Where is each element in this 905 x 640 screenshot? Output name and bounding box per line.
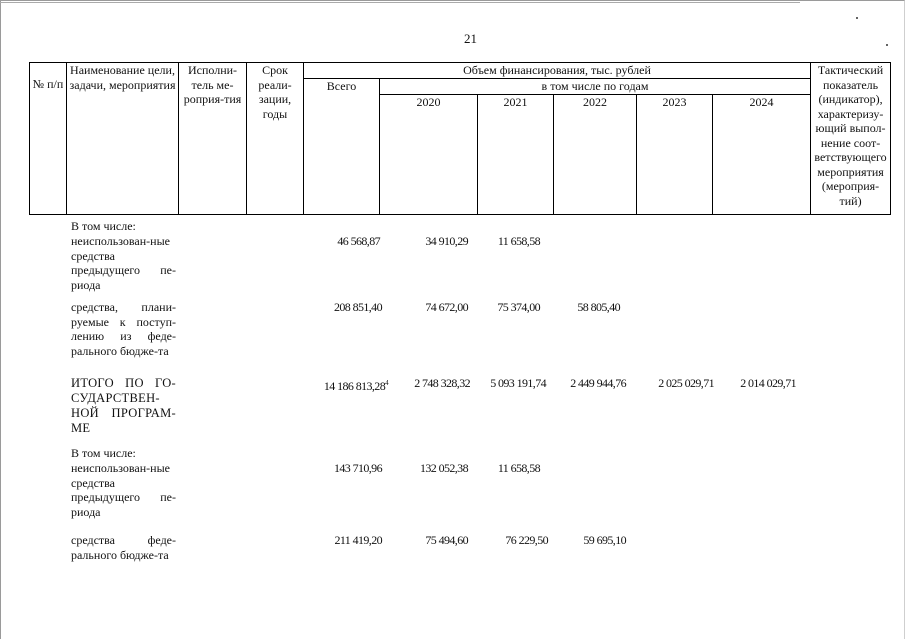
row-2021: 5 093 191,74 [490,376,546,390]
row-2020: 74 672,00 [425,300,468,314]
row-2021: 11 658,58 [497,461,540,475]
header-by-years-cell [380,79,811,95]
header-total: Всего [326,79,357,93]
row-2023: 2 025 029,71 [658,376,714,390]
row-2020: 75 494,60 [425,533,468,547]
row-2021: 76 229,50 [505,533,548,547]
row-2024: 2 014 029,71 [740,376,796,390]
row-2021: 75 374,00 [497,300,540,314]
header-year: 2021 [503,95,528,109]
header-year-cell [478,95,554,215]
row-label: В том числе: [71,219,136,233]
row-2022: 59 695,10 [583,533,626,547]
row-total-footnote-mark: 4 [385,379,388,387]
row-label: В том числе: [71,446,136,460]
top-edge-line [0,2,800,3]
row-label: неиспользован-ные средства предыдущего пе-риода [71,461,176,519]
header-indicator: Тактический показатель (индикатор), характеризу-ющий выпол-нение соот-ветствующего мероприятия (мероприя-тий) [814,63,887,208]
header-name: Наименование цели, задачи, мероприятия [69,63,176,92]
header-year-cell [713,95,811,215]
page-number: 21 [464,31,477,46]
header-name-cell [67,63,179,215]
row-label: средства феде-рального бюдже-та [71,533,176,562]
header-year-cell [554,95,637,215]
row-2022: 58 805,40 [577,300,620,314]
scan-speck [856,17,858,19]
row-total-value: 14 186 813,28 [323,379,386,393]
header-exec: Исполни-тель ме-роприя-тия [183,63,242,106]
row-total: 46 568,87 [337,234,380,248]
row-label: средства, плани-руемые к поступ-лению из феде-рального бюдже-та [71,300,176,358]
header-exec-cell [179,63,247,215]
row-total: 208 851,40 [333,300,382,314]
header-num-cell [30,63,67,215]
row-total [318,376,388,394]
scan-speck [886,44,888,46]
row-2021: 11 658,58 [497,234,540,248]
header-year: 2024 [749,95,774,109]
header-total-cell [304,79,380,215]
header-by-years: в том числе по годам [541,79,649,93]
row-label: неиспользован-ные средства предыдущего пе-риода [71,234,176,292]
header-year-cell [380,95,478,215]
row-2020: 2 748 328,32 [414,376,470,390]
row-total: 143 710,96 [333,461,382,475]
table-header [29,62,891,215]
header-funding-cell [304,63,811,79]
row-2020: 132 052,38 [419,461,468,475]
header-num: № п/п [32,77,64,91]
row-label: ИТОГО ПО ГО-СУДАРСТВЕН-НОЙ ПРОГРАМ-МЕ [71,376,176,435]
header-funding: Объем финансирования, тыс. рублей [463,63,651,77]
row-total: 211 419,20 [334,533,382,547]
header-year: 2023 [662,95,687,109]
header-year-cell [637,95,713,215]
header-indicator-cell [811,63,891,215]
header-term-cell [247,63,304,215]
row-2022: 2 449 944,76 [570,376,626,390]
row-2020: 34 910,29 [425,234,468,248]
header-year: 2022 [583,95,607,109]
header-year: 2020 [416,95,441,109]
header-term: Срок реали-зации, годы [258,63,292,121]
